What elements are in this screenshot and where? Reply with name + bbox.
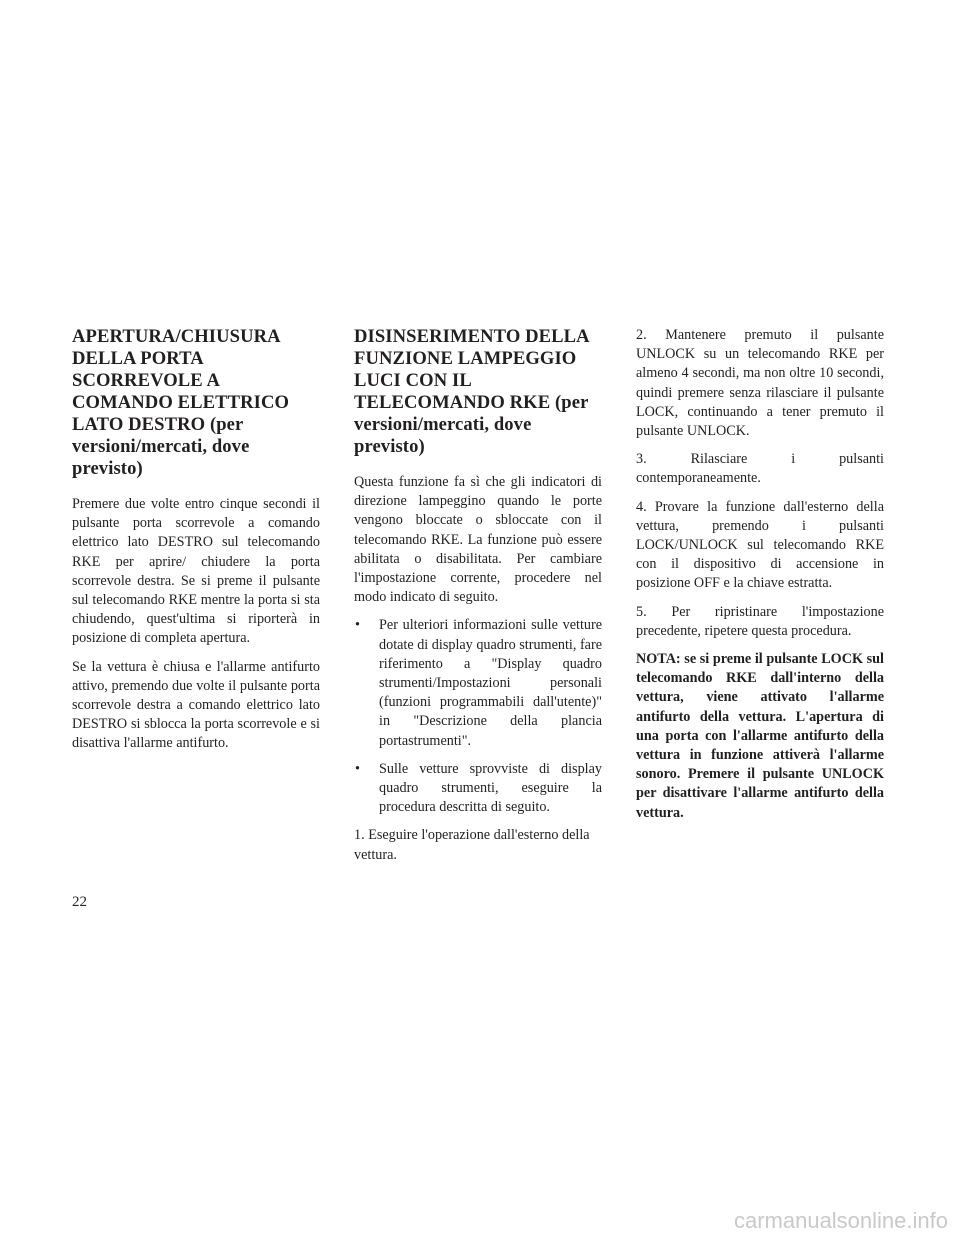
- paragraph: Questa funzione fa sì che gli indicatori di direzione lampeggino quando le porte vengono bloccate o sbloccate con il telecomando RKE. La funzione può essere abilitata o disabilitata. Per cambiare l'impostazione corrente, procedere nel modo indicato di seguito.: [354, 474, 602, 606]
- bullet-list: [354, 616, 602, 817]
- paragraph: Se la vettura è chiusa e l'allarme antifurto attivo, premendo due volte il pulsante porta scorrevole destra a comando elettrico lato DESTRO si sblocca la porta scorrevole e si disattiva l'allarme antifurto.: [72, 658, 320, 752]
- column-left: [72, 326, 320, 763]
- bullet-item: • Sulle vetture sprovviste di display quadro strumenti, eseguire la procedura descritta di seguito.: [354, 760, 602, 818]
- bullet-item: • Per ulteriori informazioni sulle vetture dotate di display quadro strumenti, fare riferimento a "Display quadro strumenti/Impostazioni personali (funzioni programmabili dall'utente)" in "Descrizione della plancia portastrumenti".: [354, 616, 602, 750]
- step-3: 3. Rilasciare i pulsanti contemporaneamente.: [636, 451, 884, 487]
- section-heading-sliding-door: APERTURA/CHIUSURA DELLA PORTA SCORREVOLE A COMANDO ELETTRICO LATO DESTRO (per versioni/mercati, dove previsto): [72, 326, 290, 479]
- page-number: 22: [72, 894, 87, 910]
- column-right: [636, 326, 884, 832]
- step-2: 2. Mantenere premuto il pulsante UNLOCK su un telecomando RKE per almeno 4 secondi, ma non oltre 10 secondi, quindi premere senza rilasciare il pulsante LOCK, continuando a tener premuto il pulsante UNLOCK.: [636, 327, 884, 440]
- step-4: 4. Provare la funzione dall'esterno della vettura, premendo i pulsanti LOCK/UNLOCK sul telecomando RKE con il dispositivo di accensione in posizione OFF e la chiave estratta.: [636, 498, 884, 592]
- step-1: 1. Eseguire l'operazione dall'esterno della vettura.: [354, 827, 590, 863]
- note-paragraph: NOTA: se si preme il pulsante LOCK sul telecomando RKE dall'interno della vettura, viene attivato l'allarme antifurto della vettura. L'apertura di una porta con l'allarme antifurto della vettura in funzione attiverà l'allarme sonoro. Premere il pulsante UNLOCK per disattivare l'allarme antifurto della vettura.: [636, 651, 884, 821]
- column-middle: [354, 326, 602, 874]
- step-5: 5. Per ripristinare l'impostazione precedente, ripetere questa procedura.: [636, 603, 884, 639]
- watermark: carmanualsonline.info: [733, 1208, 948, 1233]
- paragraph: Premere due volte entro cinque secondi il pulsante porta scorrevole a comando elettrico lato DESTRO sul telecomando RKE per aprire/ chiudere la porta scorrevole destra. Se si preme il pulsante sul telecomando RKE mentre la porta si sta chiudendo, quest'ultima si riporterà in posizione di completa apertura.: [72, 496, 320, 647]
- section-heading-flash-lights: DISINSERIMENTO DELLA FUNZIONE LAMPEGGIO LUCI CON IL TELECOMANDO RKE (per versioni/mercati, dove previsto): [354, 326, 589, 457]
